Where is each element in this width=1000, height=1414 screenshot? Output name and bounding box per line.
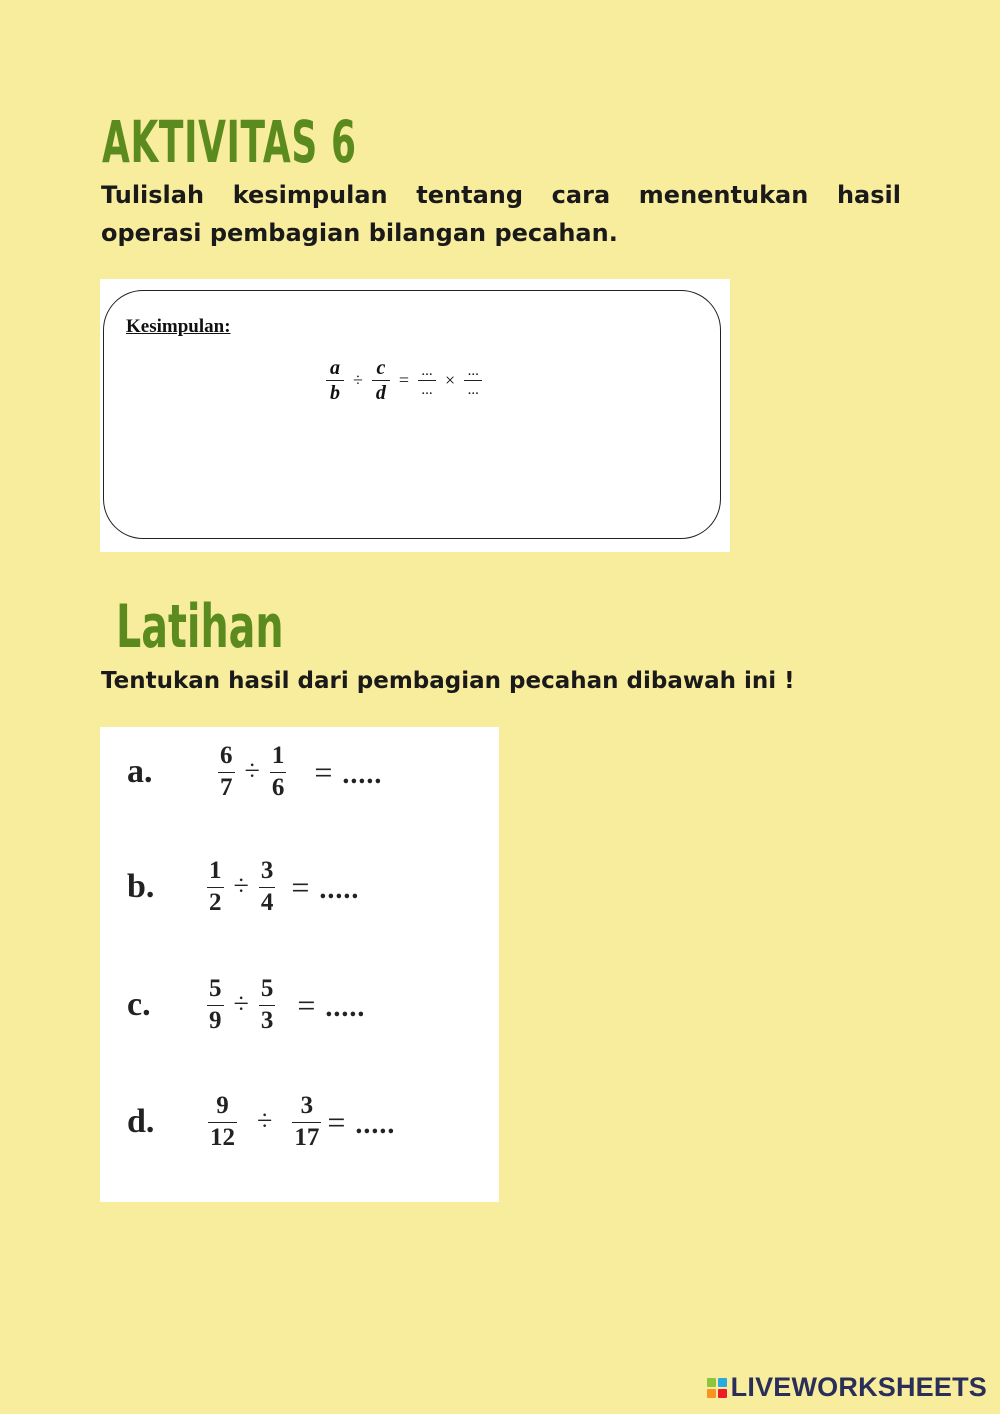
divide-sign: ÷ [353, 370, 363, 390]
denominator: 2 [209, 888, 222, 916]
denominator: 6 [271, 773, 285, 801]
numerator: 3 [260, 856, 274, 884]
item-letter: c. [127, 986, 151, 1023]
denominator: 4 [260, 888, 274, 916]
times-sign: × [445, 370, 456, 390]
equals-sign: = [297, 986, 316, 1023]
answer-blank[interactable]: ..... [319, 874, 360, 905]
brand-logo[interactable] [707, 1372, 987, 1403]
blank-denominator[interactable]: ... [467, 382, 479, 398]
equals-sign: = [314, 753, 333, 790]
equals-sign: = [291, 868, 310, 905]
division-formula [326, 357, 482, 404]
page-title: AKTIVITAS 6 [102, 108, 357, 176]
exercise-item-b [100, 847, 499, 927]
exercise-item-c [100, 965, 499, 1045]
denominator: d [375, 382, 386, 404]
exercise-title: Latihan [116, 592, 284, 662]
activity-instruction: Tulislah kesimpulan tentang cara menentukan hasil operasi pembagian bilangan pecahan. [101, 181, 901, 247]
numerator: 1 [209, 856, 222, 884]
numerator: 3 [300, 1091, 314, 1119]
numerator: a [330, 357, 340, 379]
item-expression [208, 1092, 395, 1153]
answer-blank[interactable]: ..... [342, 759, 383, 790]
equals-sign: = [327, 1103, 346, 1140]
exercise-item-d [100, 1082, 499, 1162]
item-letter: a. [127, 753, 153, 790]
denominator: 17 [294, 1123, 320, 1151]
answer-blank[interactable]: ..... [325, 992, 366, 1023]
blank-numerator[interactable]: ... [421, 362, 433, 379]
denominator: 9 [209, 1006, 222, 1034]
item-expression [218, 742, 382, 803]
blank-fraction-1[interactable] [418, 363, 436, 399]
blank-numerator[interactable]: ... [467, 362, 479, 379]
numerator: 6 [220, 741, 233, 769]
blank-fraction-2[interactable] [464, 363, 482, 399]
numerator: 1 [271, 741, 285, 769]
numerator: 9 [216, 1091, 229, 1119]
liveworksheets-logo-icon [707, 1378, 727, 1398]
denominator: 7 [220, 773, 233, 801]
divide-sign: ÷ [233, 989, 249, 1020]
conclusion-panel [100, 279, 730, 552]
fraction-a-b [326, 357, 344, 404]
divide-sign: ÷ [244, 756, 260, 787]
blank-denominator[interactable]: ... [421, 382, 433, 398]
item-letter: b. [127, 868, 155, 905]
exercise-item-a [100, 732, 499, 812]
denominator: 3 [260, 1006, 274, 1034]
exercise-instruction: Tentukan hasil dari pembagian pecahan dibawah ini ! [101, 668, 795, 694]
brand-name: LIVEWORKSHEETS [730, 1372, 987, 1402]
numerator: 5 [209, 974, 222, 1002]
numerator: c [376, 357, 386, 379]
equals-sign: = [398, 370, 410, 390]
numerator: 5 [260, 974, 274, 1002]
conclusion-label: Kesimpulan: [126, 316, 231, 337]
divide-sign: ÷ [233, 871, 249, 902]
fraction-c-d [372, 357, 390, 404]
item-expression [207, 857, 359, 918]
denominator: 12 [210, 1123, 235, 1151]
item-expression [207, 975, 365, 1036]
answer-blank[interactable]: ..... [355, 1109, 396, 1140]
divide-sign: ÷ [257, 1106, 273, 1137]
item-letter: d. [127, 1103, 155, 1140]
denominator: b [330, 382, 340, 404]
exercise-panel [100, 727, 499, 1202]
